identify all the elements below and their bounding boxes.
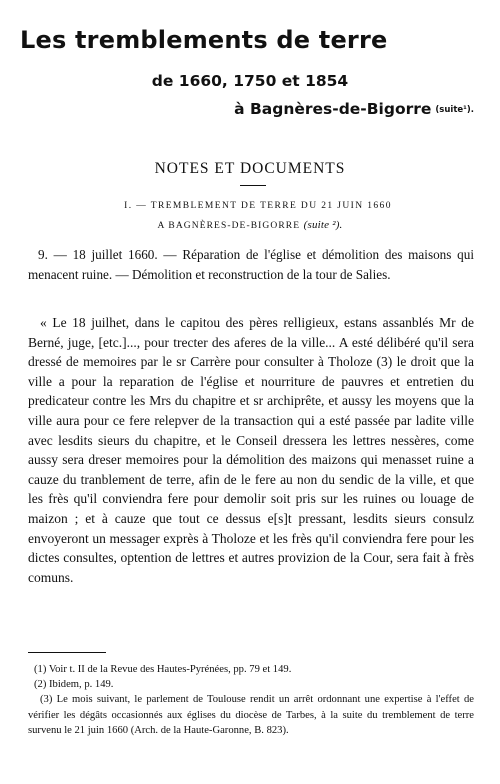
footnote-number: (2) (34, 679, 47, 691)
footnote-number: (3) (40, 694, 53, 706)
article-subtitle-place (234, 100, 474, 118)
place-name: à Bagnères-de-Bigorre (234, 100, 432, 118)
footnote-divider (28, 652, 106, 653)
footnote-text: Le mois suivant, le parlement de Toulouse rendit un arrêt ordonnant une expertise à l'effet de vérifier les dégâts occasionnés aux églises du diocèse de Tarbes, à la suite du tremblement de terre survenu le 21 juin 1660 (Arch. de la Haute-Garonne, B. 823). (28, 694, 474, 736)
footnote-text: Ibidem, p. 149. (49, 679, 114, 691)
footnote-1 (28, 662, 474, 677)
document-heading: I. — TREMBLEMENT DE TERRE DU 21 JUIN 1660 (124, 201, 392, 211)
section-divider (240, 185, 266, 186)
footnote-number: (1) (34, 664, 47, 675)
heading-place: A BAGNÈRES-DE-BIGORRE (157, 221, 301, 231)
section-title: NOTES ET DOCUMENTS (154, 160, 346, 177)
body-paragraph: « Le 18 juilhet, dans le capitou des pères relligieux, estans assanblés Mr de Berné, juge, [etc.]..., pour trecter des aferes de la ville... A esté délibéré qu'il sera dressé de memoires par le sr Carrère pour consulter à Tholoze (3) le droit que la ville a pour la reparation de l'église et nourriture de pauvres et entretien du predicateur contre les Mrs du chapitre et sr archiprête, et aussy les moyens que la ville aura pour ce fere relepver de la transaction qui a esté passée par ladite ville avec lesdits sieurs du chapitre, et le Conseil dressera les lettres nessères, come aussy sera dreser memoires pour la démolition des maizons qui menasset ruine a cauze du tranblement de terre, afin de le fere au non du sendic de la ville, et que les frès qu'il conviendra fere pour demolir soit pris sur les ruines ou louage de maizon ; et à cauze que tout ce dessus e[s]t pressant, lesdits sieurs consulz envoyeront un messager exprès à Tholoze et les frès qu'il conviendra fere pour les dictes consultes, optention de lettres et autres provizion de la Cour, sera fait à frès comuns. (28, 315, 474, 585)
article-title: Les tremblements de terre (20, 26, 388, 54)
article-subtitle-dates: de 1660, 1750 et 1854 (151, 72, 349, 90)
suite-note: (suite¹). (435, 105, 474, 115)
footnotes (28, 662, 474, 738)
footnote-3 (28, 692, 474, 738)
document-heading-place (0, 219, 500, 231)
heading-suite: (suite ²). (303, 219, 343, 231)
footnote-2 (28, 677, 474, 692)
footnote-text: Voir t. II de la Revue des Hautes-Pyrénées, pp. 79 et 149. (48, 664, 292, 675)
entry-heading: 9. — 18 juillet 1660. — Réparation de l'église et démolition des maisons qui menacent ruine. — Démolition et reconstruction de la tour de Salies. (28, 247, 474, 282)
